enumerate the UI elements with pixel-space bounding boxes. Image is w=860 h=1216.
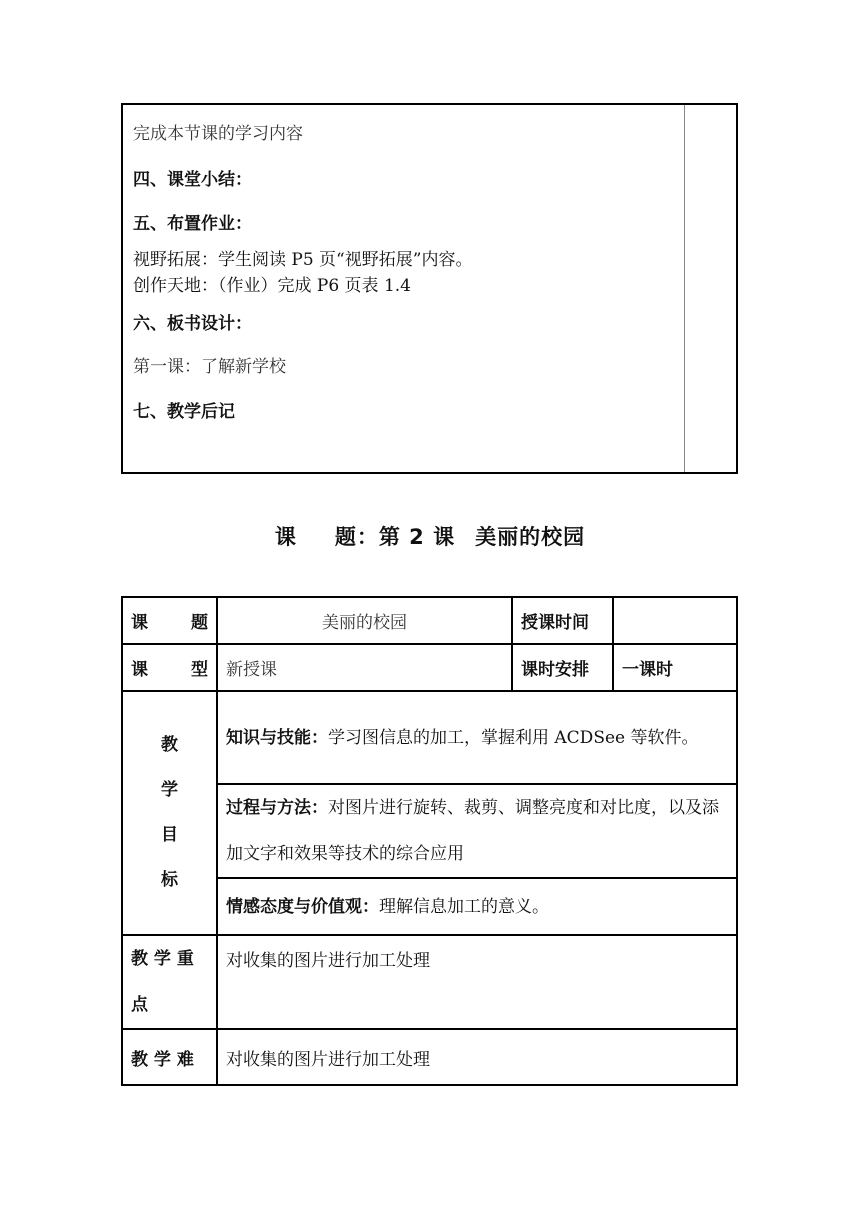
difficult-points-value: 对收集的图片进行加工处理: [217, 1029, 737, 1085]
homework-line-2: 创作天地：（作业）完成 P6 页表 1.4: [133, 276, 412, 296]
completion-line: 完成本节课的学习内容: [133, 124, 303, 144]
difficult-points-label: 教 学 难: [122, 1029, 217, 1085]
lesson-plan-table: [121, 596, 738, 1086]
homework-line-1: 视野拓展：学生阅读 P5 页“视野拓展”内容。: [133, 250, 473, 270]
lesson-title: [0, 521, 860, 551]
table-row: [122, 1029, 737, 1085]
lesson-title-part1: 课: [274, 525, 297, 549]
summary-heading: 四、课堂小结：: [133, 170, 252, 190]
homework-heading: 五、布置作业：: [133, 214, 252, 234]
objectives-label: 教 学 目 标: [122, 691, 217, 935]
table-row: [122, 597, 737, 644]
key-points-value: 对收集的图片进行加工处理: [217, 935, 737, 1029]
schedule-value: 一课时: [613, 644, 737, 691]
type-value: 新授课: [217, 644, 512, 691]
previous-lesson-box: [121, 103, 738, 474]
lesson-title-part2: 题：第 2 课: [334, 525, 456, 549]
key-points-label: 教 学 重 点: [122, 935, 217, 1029]
class-time-label: 授课时间: [512, 597, 613, 644]
process-objective: 过程与方法：对图片进行旋转、裁剪、调整亮度和对比度，以及添加文字和效果等技术的综合应用: [217, 784, 737, 878]
lesson-title-part3: 美丽的校园: [475, 525, 586, 549]
schedule-label: 课时安排: [512, 644, 613, 691]
type-label: 课 型: [122, 644, 217, 691]
table-row: [122, 935, 737, 1029]
topic-value: 美丽的校园: [217, 597, 512, 644]
knowledge-objective: 知识与技能：学习图信息的加工，掌握利用 ACDSee 等软件。: [217, 691, 737, 784]
board-design-heading: 六、板书设计：: [133, 314, 252, 334]
class-time-value: [613, 597, 737, 644]
emotion-objective: 情感态度与价值观：理解信息加工的意义。: [217, 878, 737, 935]
topic-label: 课 题: [122, 597, 217, 644]
board-design-content: 第一课：了解新学校: [133, 357, 286, 377]
table-row: [122, 691, 737, 784]
reflection-heading: 七、教学后记: [133, 402, 235, 422]
table-row: [122, 644, 737, 691]
column-divider: [684, 105, 685, 472]
